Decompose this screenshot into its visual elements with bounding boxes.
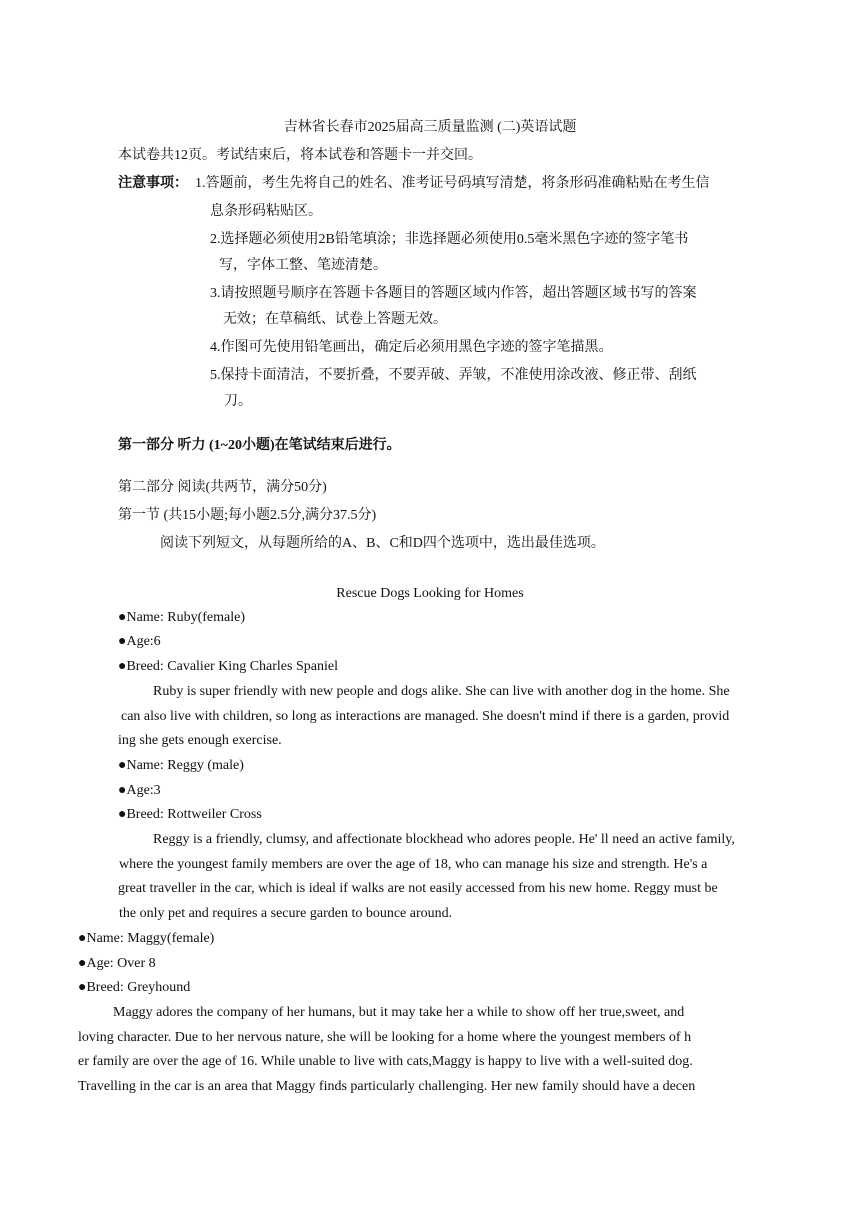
notice-item-3-line-1: 3.请按照题号顺序在答题卡各题目的答题区域内作答，超出答题区域书写的答案 <box>210 286 697 301</box>
dog-ruby-age: ●Age:6 <box>118 634 161 649</box>
notice-label: 注意事项： <box>118 176 188 191</box>
dog-reggy-age: ●Age:3 <box>118 783 161 798</box>
dog-maggy-desc-line-4: Travelling in the car is an area that Maggy finds particularly challenging. Her new family should have a decen <box>78 1079 696 1094</box>
dog-ruby-breed: ●Breed: Cavalier King Charles Spaniel <box>118 659 338 674</box>
dog-ruby-desc-line-2: can also live with children, so long as interactions are managed. She doesn't mind if there is a garden, provid <box>121 709 730 724</box>
passage-title: Rescue Dogs Looking for Homes <box>336 586 524 601</box>
dog-reggy-breed: ●Breed: Rottweiler Cross <box>118 807 262 822</box>
dog-reggy-desc-line-3: great traveller in the car, which is ideal if walks are not easily accessed from his new home. Reggy must be <box>118 881 718 896</box>
notice-item-1-line-1: 1.答题前，考生先将自己的姓名、准考证号码填写清楚，将条形码准确粘贴在考生信 <box>195 176 710 191</box>
part-one-heading: 第一部分 听力 (1~20小题)在笔试结束后进行。 <box>118 438 401 453</box>
reading-instruction: 阅读下列短文，从每题所给的A、B、C和D四个选项中，选出最佳选项。 <box>160 536 605 551</box>
dog-ruby-desc-line-3: ing she gets enough exercise. <box>118 733 282 748</box>
dog-ruby-name: ●Name: Ruby(female) <box>118 610 246 625</box>
dog-reggy-desc-line-2: where the youngest family members are over the age of 18, who can manage his size and strength. He's a <box>119 857 708 872</box>
notice-item-5-line-1: 5.保持卡面清洁，不要折叠，不要弄破、弄皱，不准使用涂改液、修正带、刮纸 <box>210 368 697 383</box>
dog-reggy-desc-line-1: Reggy is a friendly, clumsy, and affectionate blockhead who adores people. He' ll need an active family, <box>153 832 735 847</box>
notice-item-2-line-2: 写，字体工整、笔迹清楚。 <box>219 258 387 273</box>
document-title: 吉林省长春市2025届高三质量监测 (二)英语试题 <box>283 120 577 135</box>
dog-maggy-desc-line-3: er family are over the age of 16. While unable to live with cats,Maggy is happy to live with a well-suited dog. <box>78 1054 693 1069</box>
section-one-heading: 第一节 (共15小题;每小题2.5分,满分37.5分) <box>118 508 377 523</box>
notice-item-4: 4.作图可先使用铅笔画出，确定后必须用黑色字迹的签字笔描黑。 <box>210 340 613 355</box>
notice-item-3-line-2: 无效；在草稿纸、试卷上答题无效。 <box>223 312 447 327</box>
dog-reggy-desc-line-4: the only pet and requires a secure garden to bounce around. <box>119 906 453 921</box>
dog-maggy-breed: ●Breed: Greyhound <box>78 980 191 995</box>
dog-maggy-desc-line-1: Maggy adores the company of her humans, but it may take her a while to show off her true,sweet, and <box>113 1005 685 1020</box>
dog-ruby-desc-line-1: Ruby is super friendly with new people and dogs alike. She can live with another dog in the home. She <box>153 684 730 699</box>
notice-item-5-line-2: 刀。 <box>224 394 252 409</box>
dog-maggy-desc-line-2: loving character. Due to her nervous nature, she will be looking for a home where the youngest members of h <box>78 1030 692 1045</box>
notice-item-1-line-2: 息条形码粘贴区。 <box>210 204 322 219</box>
intro-text: 本试卷共12页。考试结束后，将本试卷和答题卡一并交回。 <box>118 148 482 163</box>
dog-maggy-age: ●Age: Over 8 <box>78 956 156 971</box>
dog-reggy-name: ●Name: Reggy (male) <box>118 758 244 773</box>
part-two-heading: 第二部分 阅读(共两节，满分50分) <box>118 480 327 495</box>
dog-maggy-name: ●Name: Maggy(female) <box>78 931 215 946</box>
notice-item-2-line-1: 2.选择题必须使用2B铅笔填涂；非选择题必须使用0.5毫米黑色字迹的签字笔书 <box>210 232 689 247</box>
